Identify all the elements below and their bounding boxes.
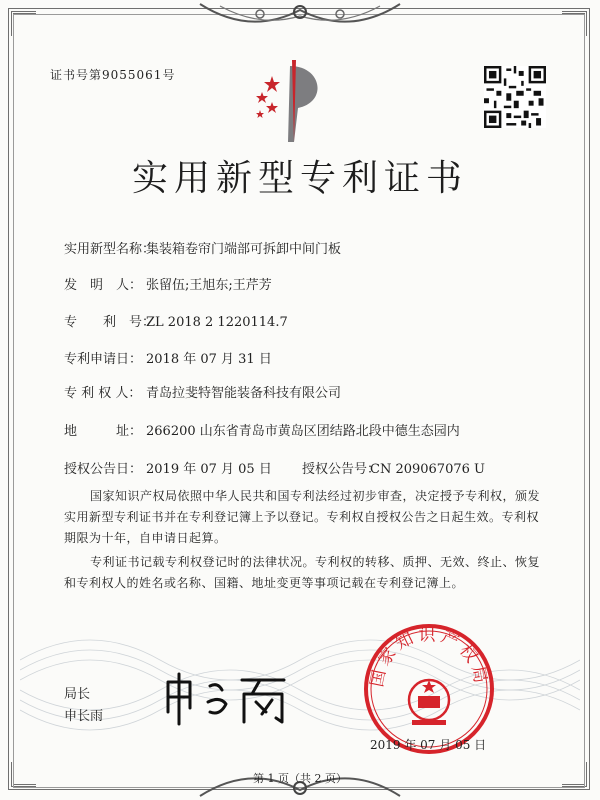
certificate-title: 实用新型专利证书 [131,158,468,199]
grant-number-row [302,458,485,477]
field-label: 授权公告日： [64,462,143,477]
address-row [64,420,460,439]
field-label: 专 利 权 人： [64,386,142,401]
director-title: 局长 [64,687,91,702]
director-signature [160,668,300,728]
field-value: 集装箱卷帘门端部可拆卸中间门板 [146,242,342,257]
patent-number-row [64,311,288,330]
field-value: 2019 年 07 月 05 日 [146,462,272,477]
page-number: 第 1 页（共 2 页） [253,772,347,785]
top-ornament [190,0,410,40]
field-value: CN 209067076 U [370,462,485,477]
certificate-statement-paragraph: 国家知识产权局依照中华人民共和国专利法经过初步审查，决定授予专利权，颁发实用新型专利证书并在专利登记簿上予以登记。专利权自授权公告之日起生效。专利权期限为十年，自申请日起算。 [64,489,541,545]
field-label: 专 利 号： [64,315,156,330]
field-value: 2018 年 07 月 31 日 [146,352,272,367]
field-label: 授权公告号： [302,462,381,477]
director-block [64,684,103,728]
legal-status-paragraph: 专利证书记载专利权登记时的法律状况。专利权的转移、质押、无效、终止、恢复和专利权人的姓名或名称、国籍、地址变更等事项记载在专利登记簿上。 [64,555,541,590]
cnipa-logo-icon [252,56,332,142]
seal-text: 国家知识产权局 [367,625,491,689]
utility-model-name-row [64,238,341,257]
field-label: 发 明 人： [64,278,143,293]
director-name: 申长雨 [64,709,104,724]
field-label: 实用新型名称： [64,242,156,257]
field-label: 专利申请日： [64,352,143,367]
field-label: 地 址： [64,424,143,439]
patentee-row [64,382,341,401]
field-value: 266200 山东省青岛市黄岛区团结路北段中德生态园内 [146,424,460,439]
field-value: 青岛拉斐特智能装备科技有限公司 [146,386,342,401]
qr-code [484,66,546,128]
grant-date-row [64,458,272,477]
filing-date-row [64,348,272,367]
inventor-row [64,274,272,293]
field-value: 张留伍;王旭东;王芹芳 [146,278,272,293]
seal-date: 2019 年 07 月 05 日 [370,738,487,752]
certificate-number: 证书号第9055061号 [50,68,176,82]
security-pattern [20,600,580,770]
field-value: ZL 2018 2 1220114.7 [146,315,288,330]
